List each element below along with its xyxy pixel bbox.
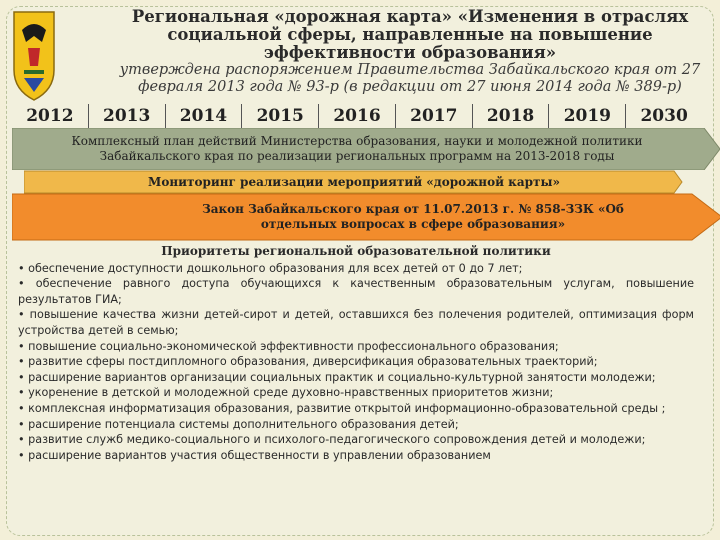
priorities-list: [18, 261, 694, 464]
priorities-heading: Приоритеты региональной образовательной политики: [161, 244, 551, 258]
timeline-year: 2019: [548, 104, 625, 128]
monitoring-arrow-text: Мониторинг реализации мероприятий «дорожной карты»: [148, 174, 560, 189]
list-item: • повышение качества жизни детей-сирот и детей, оставшихся без полечения родителей, оптимизация форм устройства детей в семью;: [18, 307, 694, 338]
list-item: • повышение социально-экономической эффективности профессионального образования;: [18, 339, 694, 355]
timeline-year: 2012: [26, 106, 74, 126]
timeline-year: 2030: [625, 104, 702, 128]
list-item: • комплексная информатизация образования, развитие открытой информационно-образовательной среды ;: [18, 401, 694, 417]
list-item: • обеспечение равного доступа обучающихся к качественным образовательным услугам, повышение результатов ГИА;: [18, 276, 694, 307]
list-item: • обеспечение доступности дошкольного образования для всех детей от 0 до 7 лет;: [18, 261, 694, 277]
timeline-year: 2016: [318, 104, 395, 128]
timeline-year: 2018: [472, 104, 549, 128]
list-item: • расширение вариантов участия общественности в управлении образованием: [18, 448, 694, 464]
timeline-year: 2017: [395, 104, 472, 128]
list-item: • укоренение в детской и молодежной среде духовно-нравственных приоритетов жизни;: [18, 385, 694, 401]
timeline-year: 2015: [241, 104, 318, 128]
timeline-year: 2014: [165, 104, 242, 128]
coat-of-arms-icon: [12, 8, 56, 104]
law-arrow: [12, 192, 720, 242]
plan-arrow-text: Комплексный план действий Министерства образования, науки и молодежной политики Забайкальского края по реализации региональных программ на 2013-2018 годы: [71, 134, 643, 163]
law-arrow-text: Закон Забайкальского края от 11.07.2013 г. № 858-ЗЗК «Об отдельных вопросах в сфере образования»: [202, 202, 624, 231]
page-subtitle: утверждена распоряжением Правительства Забайкальского края от 27 февраля 2013 года № 93-р (в редакции от 27 июня 2014 года № 389-р): [119, 62, 701, 95]
list-item: • расширение потенциала системы дополнительного образования детей;: [18, 417, 694, 433]
list-item: • развитие сферы постдипломного образования, диверсификация образовательных траекторий;: [18, 354, 694, 370]
priorities-section: [18, 244, 694, 463]
monitoring-arrow: [24, 170, 684, 194]
timeline-years: [12, 104, 702, 128]
plan-arrow: [12, 128, 720, 170]
list-item: • расширение вариантов организации социальных практик и социально-культурной занятости молодежи;: [18, 370, 694, 386]
timeline-year: 2013: [88, 104, 165, 128]
list-item: • развитие служб медико-социального и психолого-педагогического сопровождения детей и молодежи;: [18, 432, 694, 448]
page-title: Региональная «дорожная карта» «Изменения в отраслях социальной сферы, направленные на повышение эффективности образования»: [131, 7, 689, 62]
